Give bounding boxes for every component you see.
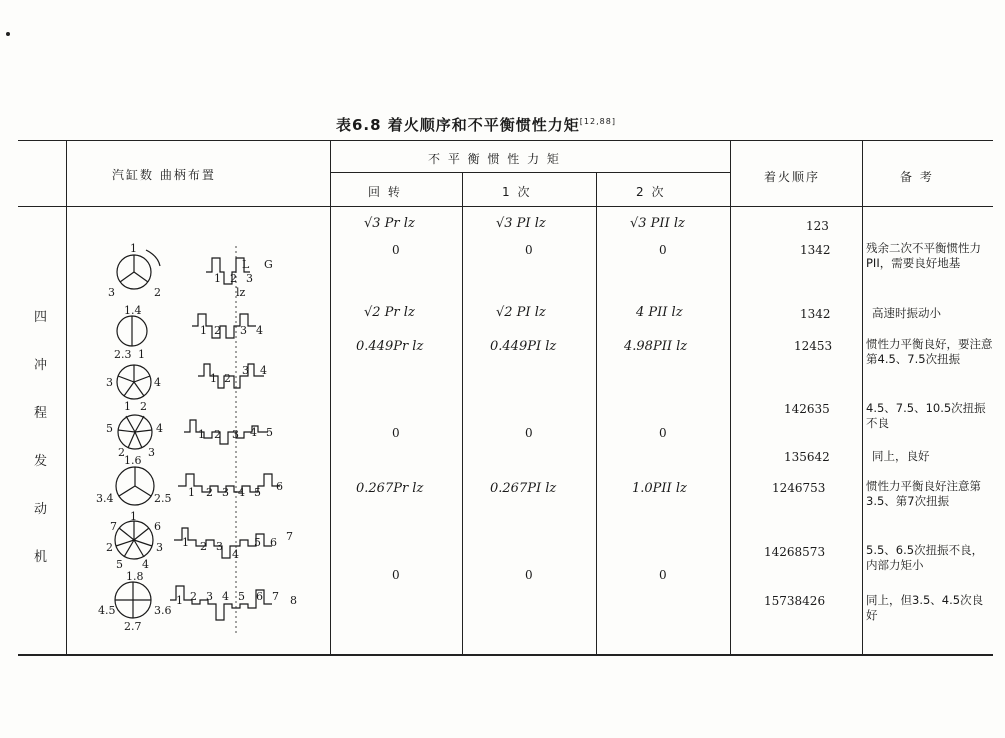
header-first-order: 1 次 <box>502 185 532 199</box>
crank-shaft-label: 4 <box>256 324 263 337</box>
crank-label: 7 <box>110 520 117 533</box>
page-dot <box>6 32 10 36</box>
col-rule-6 <box>862 140 863 654</box>
crank-shaft-label: 2 <box>206 486 213 499</box>
crank-diagrams <box>66 206 330 654</box>
crank-shaft-label: 1 <box>200 324 207 337</box>
crank-shaft-label: 3 <box>242 364 249 377</box>
firing-order: 123 <box>806 219 829 233</box>
firing-order: 135642 <box>784 450 830 464</box>
rot-r2: 0 <box>392 243 400 257</box>
crank-shaft-label: 7 <box>286 530 293 543</box>
crank-label: 2.5 <box>154 492 172 505</box>
crank-shaft-label: 3 <box>232 428 239 441</box>
firing-order: 142635 <box>784 402 830 416</box>
rot-r5: 0 <box>392 426 400 440</box>
crank-label: 5 <box>106 422 113 435</box>
firing-order: 12453 <box>794 339 833 353</box>
first-r2: 0 <box>525 243 533 257</box>
crank-shaft-label: 4 <box>250 426 257 439</box>
crank-label: 2.7 <box>124 620 142 633</box>
crank-shaft-label: 1 <box>214 272 221 285</box>
first-r7: 0 <box>525 568 533 582</box>
remark: 5.5、6.5次扭振不良，内部力矩小 <box>866 543 984 572</box>
crank-label: 6 <box>154 520 161 533</box>
crank-label: 1.4 <box>124 304 142 317</box>
crank-shaft-label: 3 <box>246 272 253 285</box>
rot-r1: √3 Pr lz <box>364 216 415 231</box>
crank-label: 3 <box>106 376 113 389</box>
firing-order: 1246753 <box>772 481 826 495</box>
crank-shaft-label: 5 <box>254 486 261 499</box>
crank-label: 3.6 <box>154 604 172 617</box>
crank-shaft-label: 2 <box>224 372 231 385</box>
crank-label: 1 <box>130 510 137 523</box>
crank-label: 1.6 <box>124 454 142 467</box>
crank-shaft-label: 1 <box>210 372 217 385</box>
crank-shaft-label: 2 <box>230 272 237 285</box>
header-rotating: 回 转 <box>368 185 402 199</box>
first-r5: 0 <box>525 426 533 440</box>
header-firing-order: 着火顺序 <box>764 170 821 184</box>
remark: 4.5、7.5、10.5次扭振不良 <box>866 401 986 430</box>
table-title-text: 表6.8 着火顺序和不平衡惯性力矩 <box>336 116 580 134</box>
remark: 同上，但3.5、4.5次良好 <box>866 593 984 622</box>
crank-label: 1 <box>124 400 131 413</box>
crank-label: 4 <box>154 376 161 389</box>
second-r3: 4 PII lz <box>636 305 683 320</box>
crank-shaft-label: G <box>264 258 273 271</box>
crank-label: 2 <box>154 286 161 299</box>
rot-r3: √2 Pr lz <box>364 305 415 320</box>
firing-order: 1342 <box>800 307 831 321</box>
crank-shaft-label: 6 <box>256 590 263 603</box>
crank-label: 2 <box>106 541 113 554</box>
header-cyl-crank: 汽缸数 曲柄布置 <box>112 168 216 182</box>
crank-label: 3 <box>156 541 163 554</box>
crank-label: 4 <box>142 558 149 571</box>
crank-label: 2 <box>118 446 125 459</box>
crank-label: 3 <box>108 286 115 299</box>
crank-shaft-label: 1 <box>198 428 205 441</box>
crank-label: 3.4 <box>96 492 114 505</box>
group-label-char: 发 <box>34 454 48 469</box>
crank-shaft-label: L <box>242 258 250 271</box>
rot-r6: 0.267Pr lz <box>356 481 424 496</box>
crank-shaft-label: 2 <box>190 590 197 603</box>
crank-label: 4 <box>156 422 163 435</box>
remark: 高速时振动小 <box>872 306 941 320</box>
first-r1: √3 PI lz <box>496 216 546 231</box>
remark: 同上，良好 <box>872 449 930 463</box>
group-label-char: 程 <box>34 406 48 421</box>
table-bottom-rule <box>18 654 993 656</box>
rot-r4: 0.449Pr lz <box>356 339 424 354</box>
remark: 惯性力平衡良好，要注意第4.5、7.5次扭振 <box>866 337 993 366</box>
crank-shaft-label: 1 <box>182 536 189 549</box>
subheader-rule <box>330 172 730 173</box>
table-title-ref: [12,88] <box>579 117 616 126</box>
group-label-char: 冲 <box>34 358 48 373</box>
first-r4: 0.449PI lz <box>490 339 557 354</box>
crank-label: 2.3 <box>114 348 132 361</box>
crank-label: 1.8 <box>126 570 144 583</box>
crank-label: 1 <box>138 348 145 361</box>
crank-label: 4.5 <box>98 604 116 617</box>
firing-order: 1342 <box>800 243 831 257</box>
crank-shaft-label: 7 <box>272 590 279 603</box>
header-remarks: 备 考 <box>900 170 934 184</box>
firing-order: 14268573 <box>764 545 826 559</box>
crank-shaft-label: 3 <box>206 590 213 603</box>
crank-shaft-label: 6 <box>270 536 277 549</box>
crank-shaft-label: 6 <box>276 480 283 493</box>
remark: 惯性力平衡良好注意第3.5、第7次扭振 <box>866 479 981 508</box>
second-r2: 0 <box>659 243 667 257</box>
remark: 残余二次不平衡惯性力PII，需要良好地基 <box>866 241 981 270</box>
header-unbalanced-group: 不 平 衡 惯 性 力 矩 <box>428 152 561 166</box>
crank-shaft-label: 4 <box>260 364 267 377</box>
col-rule-3 <box>462 172 463 654</box>
second-r1: √3 PII lz <box>630 216 685 231</box>
first-r6: 0.267PI lz <box>490 481 557 496</box>
crank-label: 1 <box>130 242 137 255</box>
col-rule-2 <box>330 140 331 654</box>
crank-shaft-label: 3 <box>240 324 247 337</box>
table-title <box>336 114 616 135</box>
crank-shaft-label: 5 <box>238 590 245 603</box>
second-r5: 0 <box>659 426 667 440</box>
rot-r7: 0 <box>392 568 400 582</box>
crank-shaft-label: lz <box>236 286 246 299</box>
second-r7: 0 <box>659 568 667 582</box>
header-second-order: 2 次 <box>636 185 666 199</box>
crank-shaft-label: 2 <box>214 324 221 337</box>
group-label-char: 机 <box>34 550 48 565</box>
crank-shaft-label: 5 <box>254 536 261 549</box>
first-r3: √2 PI lz <box>496 305 546 320</box>
crank-shaft-label: 2 <box>200 540 207 553</box>
firing-order: 15738426 <box>764 594 826 608</box>
second-r6: 1.0PII lz <box>632 481 687 496</box>
table-top-rule <box>18 140 993 141</box>
col-rule-5 <box>730 140 731 654</box>
group-label-char: 四 <box>34 310 48 325</box>
group-label-char: 动 <box>34 502 48 517</box>
col-rule-4 <box>596 172 597 654</box>
crank-shaft-label: 5 <box>266 426 273 439</box>
crank-label: 5 <box>116 558 123 571</box>
crank-shaft-label: 1 <box>176 594 183 607</box>
crank-shaft-label: 8 <box>290 594 297 607</box>
crank-label: 2 <box>140 400 147 413</box>
crank-shaft-label: 2 <box>214 428 221 441</box>
crank-shaft-label: 1 <box>188 486 195 499</box>
crank-shaft-5 <box>198 364 264 388</box>
crank-shaft-label: 4 <box>238 486 245 499</box>
crank-shaft-label: 3 <box>222 486 229 499</box>
crank-shaft-label: 4 <box>222 590 229 603</box>
second-r4: 4.98PII lz <box>624 339 688 354</box>
crank-shaft-label: 3 <box>216 540 223 553</box>
crank-shaft-label: 4 <box>232 548 239 561</box>
crank-label: 3 <box>148 446 155 459</box>
